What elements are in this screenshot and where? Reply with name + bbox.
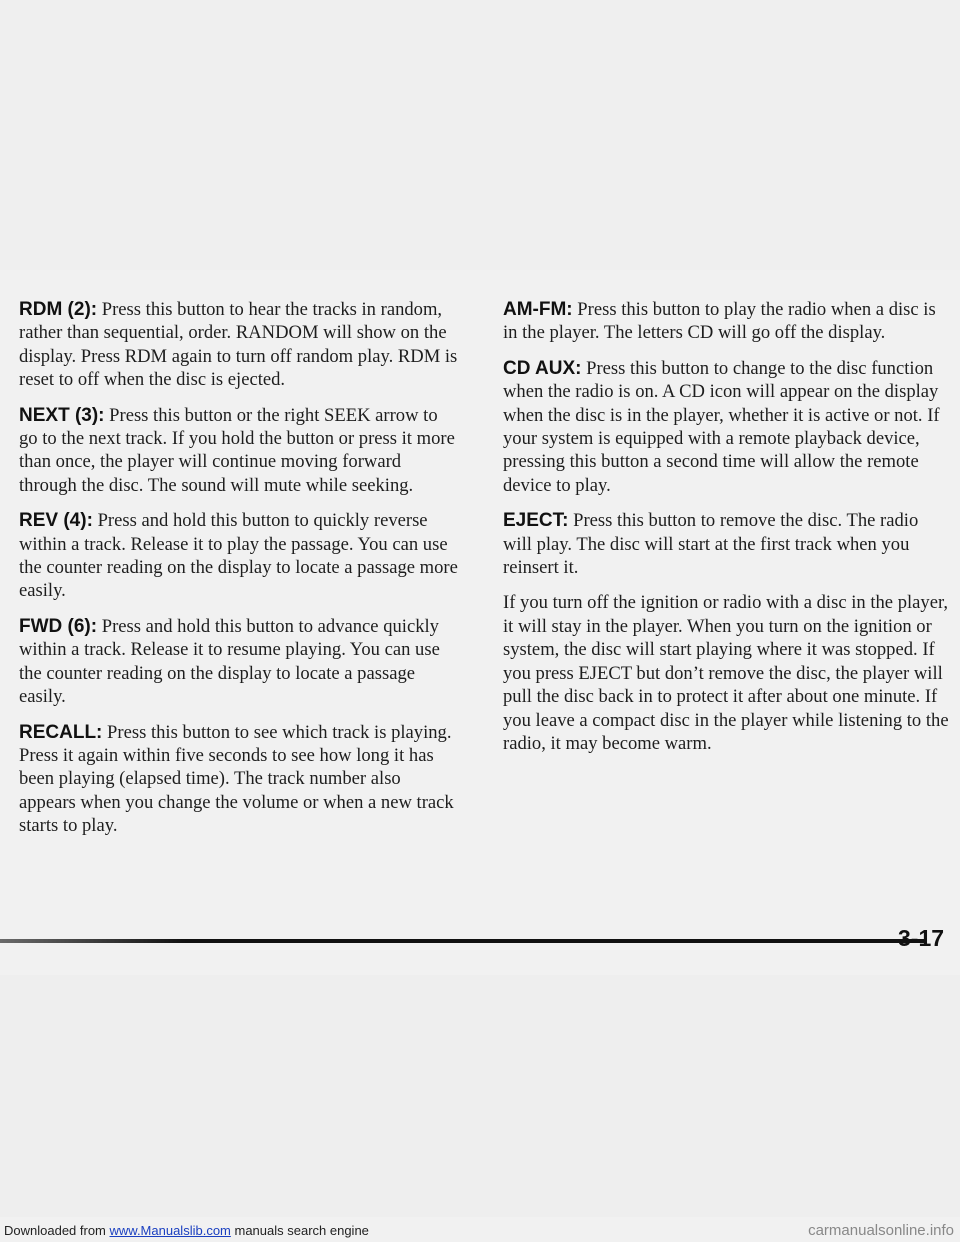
manualslib-link[interactable]: www.Manualslib.com (109, 1223, 231, 1238)
am-fm-text: Press this button to play the radio when a disc is in the player. The letters CD will go off the display. (503, 299, 936, 344)
footer-prefix: Downloaded from (4, 1223, 110, 1238)
rev-term: REV (4): (19, 510, 93, 532)
next-text: Press this button or the right SEEK arrow to go to the next track. If you hold the button or press it more than once, the player will continue moving forward through the disc. The sound will mute while seeking. (19, 404, 455, 496)
am-fm-paragraph (503, 298, 951, 345)
page-number: 3-17 (898, 925, 945, 951)
recall-text: Press this button to see which track is playing. Press it again within five seconds to see how long it has been playing (elapsed time). The track number also appears when you change the volume or when a new track starts to play. (19, 721, 454, 837)
eject-paragraph (503, 509, 951, 579)
next-paragraph (19, 404, 459, 498)
top-blank-area (0, 0, 960, 270)
eject-text: Press this button to remove the disc. The radio will play. The disc will start at the first track when you reinsert it. (503, 510, 919, 579)
cd-aux-text: Press this button to change to the disc function when the radio is on. A CD icon will appear on the display when the disc is in the player, whether it is active or not. If your system is equipped with a remote playback device, pressing this button a second time will allow the remote device to play. (503, 357, 940, 496)
footer-watermark: carmanualsonline.info (808, 1222, 954, 1239)
recall-term: RECALL: (19, 721, 103, 743)
cd-aux-term: CD AUX: (503, 357, 582, 379)
rdm-text: Press this button to hear the tracks in random, rather than sequential, order. RANDOM will show on the display. Press RDM again to turn off random play. RDM is reset to off when the disc is ejected. (19, 299, 458, 391)
cd-aux-paragraph (503, 357, 951, 497)
footer-suffix: manuals search engine (230, 1223, 369, 1238)
footer-source (4, 1219, 369, 1242)
rdm-term: RDM (2): (19, 299, 98, 320)
fwd-term: FWD (6): (19, 615, 98, 637)
left-column (19, 298, 459, 850)
eject-term: EJECT: (503, 510, 569, 532)
fwd-text: Press and hold this button to advance quickly within a track. Release it to resume playing. You can use the counter reading on the display to locate a passage easily. (19, 615, 440, 708)
disc-warning-paragraph (503, 591, 951, 755)
next-term: NEXT (3): (19, 404, 105, 426)
download-footer (0, 1219, 960, 1242)
rev-paragraph (19, 509, 459, 603)
disc-warning-text: If you turn off the ignition or radio with a disc in the player, it will stay in the player. When you turn on the ignition or system, the disc will start playing where it was stopped. If you press EJECT but don’t remove the disc, the player will pull the disc back in to protect it after about one minute. If you leave a compact disc in the player while listening to the radio, it may become warm. (503, 592, 949, 754)
right-column (503, 298, 951, 767)
rev-text: Press and hold this button to quickly reverse within a track. Release it to play the passage. You can use the counter reading on the display to locate a passage more easily. (19, 510, 458, 602)
am-fm-term: AM-FM: (503, 299, 573, 320)
rdm-paragraph (19, 298, 459, 392)
bottom-blank-area (0, 975, 960, 1217)
page-footer-rule (0, 939, 926, 943)
fwd-paragraph (19, 615, 459, 709)
recall-paragraph (19, 721, 459, 838)
